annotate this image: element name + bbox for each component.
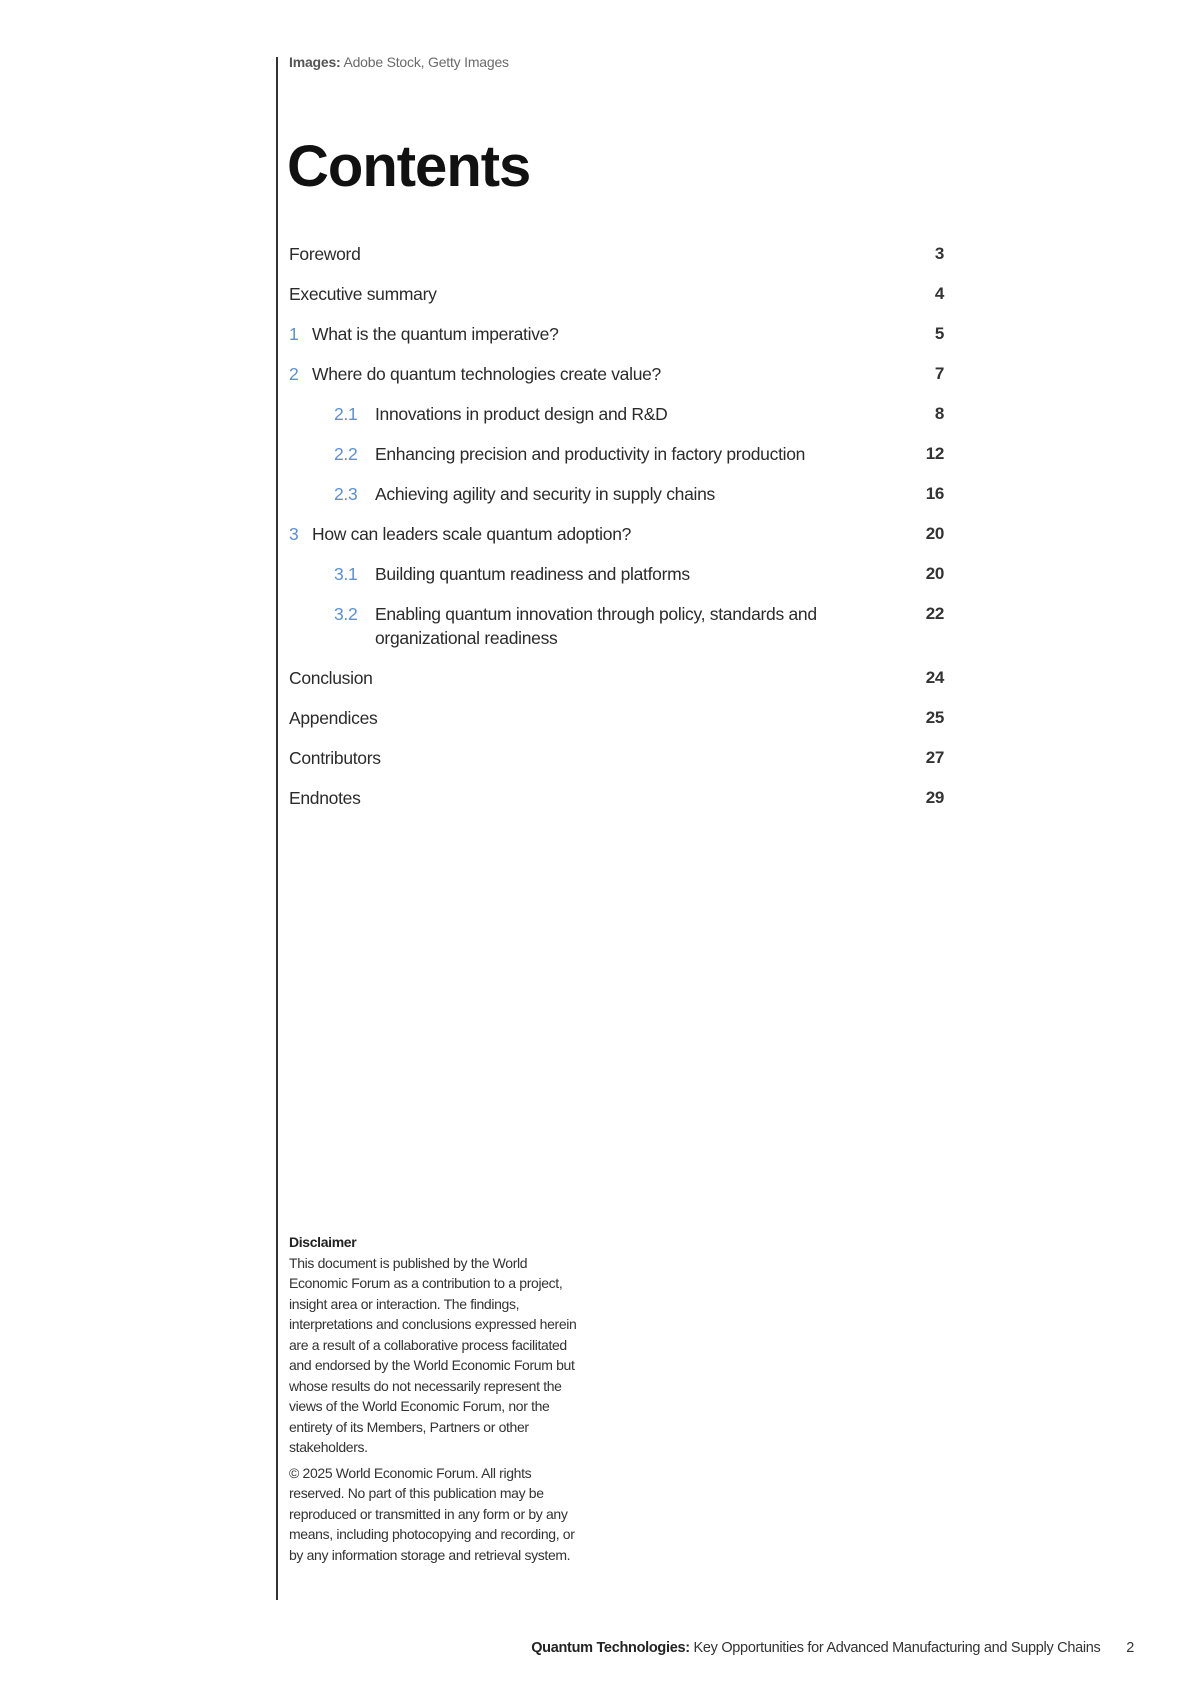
toc-entry[interactable] (289, 435, 947, 475)
toc-entry-page: 29 (925, 788, 944, 807)
toc-entry-number: 2 (289, 364, 299, 384)
toc-entry-page: 20 (925, 524, 944, 543)
toc-entry-title: Where do quantum technologies create value? (312, 364, 661, 384)
footer-title-rest: Key Opportunities for Advanced Manufacturing and Supply Chains (693, 1640, 1101, 1656)
toc-entry-number: 3.1 (334, 564, 358, 584)
toc-entry-title: Appendices (289, 708, 378, 728)
toc-entry-title: How can leaders scale quantum adoption? (312, 524, 632, 544)
toc-entry-number: 2.3 (334, 484, 358, 504)
toc-entry[interactable] (289, 779, 947, 819)
page-title: Contents (287, 134, 531, 199)
toc-entry-title: Foreword (289, 244, 361, 264)
toc-entry-page: 3 (934, 244, 944, 263)
toc-entry[interactable] (289, 395, 947, 435)
toc-entry-page: 25 (925, 708, 944, 727)
toc-entry-page: 4 (934, 284, 944, 303)
toc-entry[interactable] (289, 739, 947, 779)
toc-entry-title: Building quantum readiness and platforms (375, 564, 690, 584)
toc-entry-number: 3 (289, 524, 299, 544)
toc-entry-title: Contributors (289, 748, 381, 768)
toc-entry-title: What is the quantum imperative? (312, 324, 559, 344)
toc-entry-number: 1 (289, 324, 299, 344)
toc-entry-title: Endnotes (289, 788, 361, 808)
toc-entry[interactable] (289, 275, 947, 315)
copyright-paragraph: © 2025 World Economic Forum. All rights reserved. No part of this publication may be reproduced or transmitted in any form or by any means, including photocopying and recording, or by any information storage and retrieval system. (289, 1464, 575, 1563)
footer-page-number: 2 (1126, 1640, 1134, 1656)
toc-entry[interactable] (289, 699, 947, 739)
toc-entry-title: Conclusion (289, 668, 373, 688)
toc-entry-page: 22 (925, 604, 944, 623)
toc-entry[interactable] (289, 355, 947, 395)
disclaimer-heading: Disclaimer (289, 1234, 357, 1250)
toc-entry-number: 2.2 (334, 444, 358, 464)
toc-entry-page: 24 (925, 668, 944, 687)
page-footer (531, 1640, 1134, 1656)
footer-title-bold: Quantum Technologies: (531, 1640, 690, 1656)
image-credits (289, 54, 509, 70)
toc-entry-number: 2.1 (334, 404, 358, 424)
disclaimer-paragraph: This document is published by the World Economic Forum as a contribution to a project, insight area or interaction. The findings, interpretations and conclusions expressed herein are a result of a collaborative process facilitated and endorsed by the World Economic Forum but whose results do not necessarily represent the views of the World Economic Forum, nor the entirety of its Members, Partners or other stakeholders. (289, 1254, 577, 1455)
toc-entry-title: Executive summary (289, 284, 437, 304)
image-credits-label: Images: (289, 54, 341, 70)
toc-entry-page: 5 (934, 324, 944, 343)
vertical-rule (276, 57, 278, 1600)
toc-entry[interactable] (289, 555, 947, 595)
toc-entry[interactable] (289, 235, 947, 275)
toc-entry-title: Achieving agility and security in supply chains (375, 484, 715, 504)
toc-entry-page: 8 (934, 404, 944, 423)
table-of-contents (289, 235, 947, 819)
toc-entry-number: 3.2 (334, 604, 358, 624)
toc-entry[interactable] (289, 515, 947, 555)
toc-entry[interactable] (289, 315, 947, 355)
toc-entry-page: 7 (934, 364, 944, 383)
image-credits-text: Adobe Stock, Getty Images (343, 54, 509, 70)
toc-entry-page: 27 (925, 748, 944, 767)
toc-entry-page: 20 (925, 564, 944, 583)
disclaimer (289, 1232, 579, 1565)
toc-entry-page: 16 (925, 484, 944, 503)
toc-entry-title: Enhancing precision and productivity in factory production (375, 444, 806, 464)
toc-entry[interactable] (289, 475, 947, 515)
toc-entry-title: Innovations in product design and R&D (375, 404, 668, 424)
toc-entry[interactable] (289, 659, 947, 699)
toc-entry-page: 12 (925, 444, 944, 463)
toc-entry-title: Enabling quantum innovation through policy, standards and organizational readiness (375, 604, 817, 648)
toc-entry[interactable] (289, 595, 947, 659)
